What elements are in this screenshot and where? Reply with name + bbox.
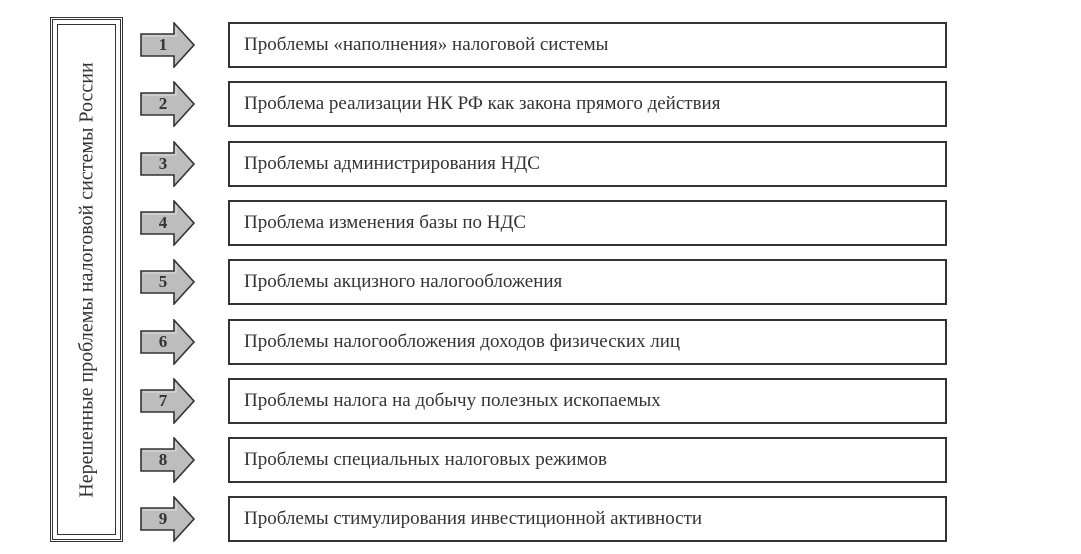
arrow-number: 7	[158, 390, 168, 410]
number-arrow	[140, 496, 196, 542]
arrow-number: 4	[158, 212, 168, 232]
number-arrow	[140, 319, 196, 365]
problem-row	[0, 496, 1081, 542]
problem-text: Проблема реализации НК РФ как закона прямого действия	[244, 93, 721, 115]
problem-row	[0, 378, 1081, 424]
problem-box	[228, 319, 947, 365]
problem-text: Проблемы стимулирования инвестиционной активности	[244, 508, 703, 530]
number-arrow	[140, 437, 196, 483]
arrow-number: 8	[158, 450, 168, 470]
problem-row	[0, 22, 1081, 68]
problem-text: Проблемы налогообложения доходов физических лиц	[244, 330, 681, 352]
problem-box	[228, 259, 947, 305]
number-arrow	[140, 259, 196, 305]
problem-box	[228, 141, 947, 187]
problem-row	[0, 81, 1081, 127]
number-arrow	[140, 378, 196, 424]
problem-row	[0, 259, 1081, 305]
number-arrow	[140, 200, 196, 246]
problem-text: Проблемы налога на добычу полезных ископаемых	[244, 389, 661, 411]
problem-text: Проблемы специальных налоговых режимов	[244, 449, 607, 471]
number-arrow	[140, 22, 196, 68]
problem-box	[228, 22, 947, 68]
arrow-number: 1	[158, 35, 168, 54]
arrow-number: 3	[158, 153, 168, 173]
problem-box	[228, 496, 947, 542]
side-title: Нерешенные проблемы налоговой системы России	[75, 61, 97, 498]
problem-box	[228, 378, 947, 424]
problem-row	[0, 200, 1081, 246]
problem-box	[228, 437, 947, 483]
problem-text: Проблемы администрирования НДС	[244, 152, 540, 174]
number-arrow	[140, 81, 196, 127]
arrow-number: 5	[158, 272, 168, 292]
problem-row	[0, 319, 1081, 365]
problem-text: Проблемы акцизного налогообложения	[244, 271, 563, 293]
problem-text: Проблемы «наполнения» налоговой системы	[244, 34, 609, 55]
problem-row	[0, 437, 1081, 483]
problem-box	[228, 81, 947, 127]
problem-row	[0, 141, 1081, 187]
number-arrow	[140, 141, 196, 187]
arrow-number: 6	[158, 331, 168, 351]
problem-box	[228, 200, 947, 246]
arrow-number: 2	[158, 94, 168, 114]
problem-text: Проблема изменения базы по НДС	[244, 211, 527, 233]
arrow-number: 9	[158, 509, 168, 529]
